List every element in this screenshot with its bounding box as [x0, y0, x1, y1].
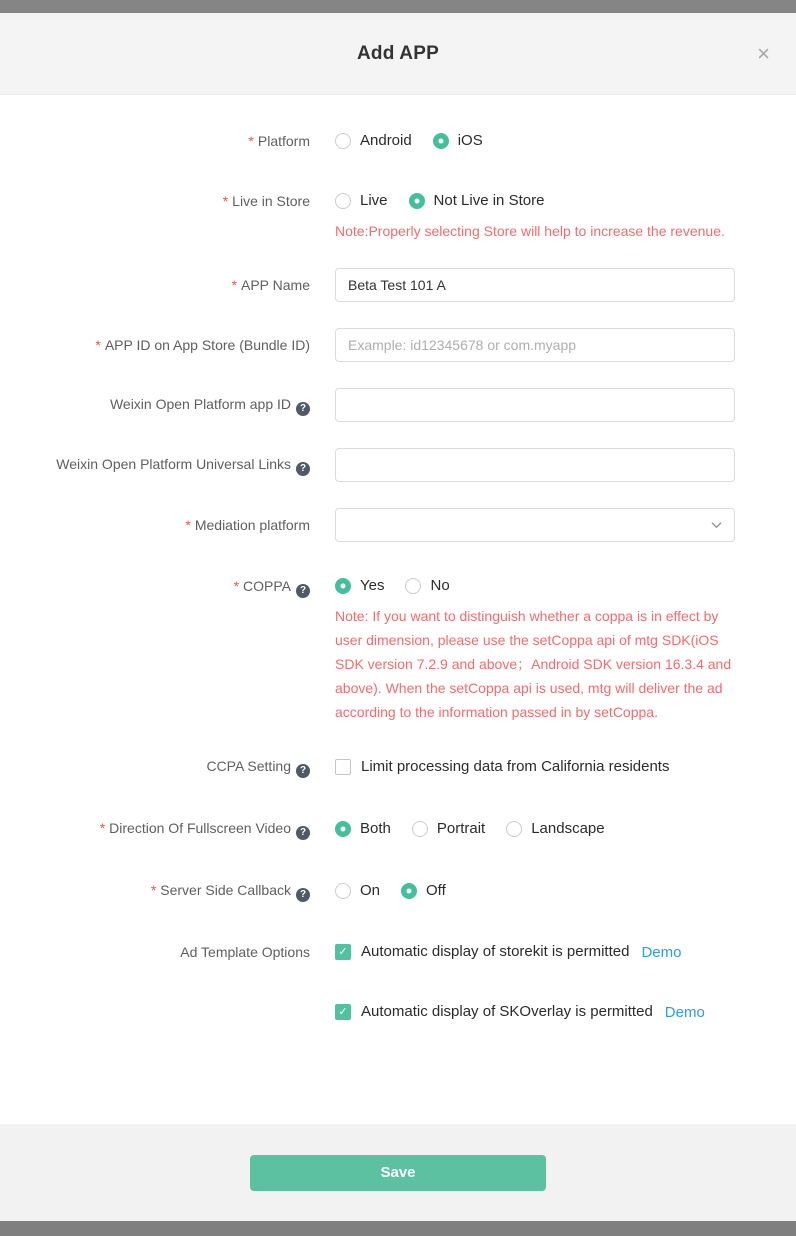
add-app-modal — [0, 13, 796, 1221]
server-side-callback-label: * Server Side Callback ? — [0, 880, 310, 902]
required-marker: * — [231, 277, 237, 293]
storekit-checkbox[interactable]: ✓ — [335, 944, 351, 960]
row-live-in-store — [0, 191, 796, 243]
skoverlay-checkbox-label: Automatic display of SKOverlay is permitted — [361, 1003, 653, 1020]
help-icon[interactable]: ? — [296, 888, 310, 902]
radio-direction-both[interactable]: Both — [335, 819, 391, 839]
radio-callback-on[interactable]: On — [335, 881, 380, 901]
window-bottom-bar — [0, 1221, 796, 1236]
row-ccpa — [0, 756, 796, 778]
required-marker: * — [99, 820, 106, 836]
coppa-note-text: Note: If you want to distinguish whether a coppa is in effect by user dimension, please use the setCoppa api of mtg SDK(iOS SDK version 7.2.9 and above；Android SDK version 16.3.4 and above). When the setCoppa api is used, mtg will deliver the ad according to the information passed in by setCoppa. — [335, 608, 732, 720]
storekit-checkbox-label: Automatic display of storekit is permitted — [361, 943, 630, 960]
radio-live[interactable]: Live — [335, 191, 388, 211]
radio-checked-icon — [433, 133, 449, 149]
required-marker: * — [150, 882, 157, 898]
required-marker: * — [95, 337, 101, 353]
help-icon[interactable]: ? — [296, 826, 310, 840]
radio-checked-icon — [335, 578, 351, 594]
ccpa-label: CCPA Setting ? — [0, 756, 310, 778]
radio-not-live[interactable]: Not Live in Store — [409, 191, 545, 211]
live-in-store-label: * Live in Store — [222, 193, 310, 209]
row-ad-template-skoverlay — [0, 1002, 796, 1022]
close-icon[interactable]: × — [757, 40, 770, 66]
radio-icon — [405, 578, 421, 594]
ccpa-checkbox[interactable] — [335, 759, 351, 775]
row-app-id — [0, 328, 796, 362]
modal-footer — [0, 1124, 796, 1221]
row-mediation-platform — [0, 508, 796, 542]
row-coppa — [0, 576, 796, 724]
help-icon[interactable]: ? — [296, 584, 310, 598]
modal-header — [0, 13, 796, 95]
window-top-bar — [0, 0, 796, 13]
required-marker: * — [185, 517, 191, 533]
app-name-label: * APP Name — [231, 277, 310, 293]
save-button[interactable]: Save — [250, 1155, 546, 1191]
radio-coppa-yes[interactable]: Yes — [335, 576, 384, 596]
add-app-form — [0, 95, 796, 1124]
help-icon[interactable]: ? — [296, 764, 310, 778]
row-ad-template-storekit — [0, 942, 796, 962]
weixin-universal-links-input[interactable] — [335, 448, 735, 482]
weixin-app-id-label: Weixin Open Platform app ID ? — [0, 394, 310, 416]
required-marker: * — [222, 193, 229, 209]
radio-coppa-no[interactable]: No — [405, 576, 449, 596]
mediation-platform-label: * Mediation platform — [185, 517, 310, 533]
row-direction-fullscreen-video — [0, 818, 796, 840]
row-weixin-universal-links — [0, 448, 796, 482]
help-icon[interactable]: ? — [296, 462, 310, 476]
row-weixin-app-id — [0, 388, 796, 422]
weixin-universal-links-label: Weixin Open Platform Universal Links ? — [0, 454, 310, 476]
radio-direction-landscape[interactable]: Landscape — [506, 819, 604, 839]
radio-icon — [412, 821, 428, 837]
app-name-input[interactable] — [335, 268, 735, 302]
row-server-side-callback — [0, 880, 796, 902]
radio-icon — [335, 883, 351, 899]
radio-checked-icon — [409, 193, 425, 209]
radio-ios[interactable]: iOS — [433, 131, 483, 151]
row-app-name — [0, 268, 796, 302]
chevron-down-icon — [710, 519, 723, 532]
platform-label: * Platform — [248, 133, 310, 149]
direction-label: * Direction Of Fullscreen Video ? — [0, 818, 310, 840]
radio-checked-icon — [335, 821, 351, 837]
mediation-platform-select[interactable] — [335, 508, 735, 542]
app-id-label: * APP ID on App Store (Bundle ID) — [95, 337, 310, 353]
ad-template-options-label: Ad Template Options — [180, 944, 310, 960]
radio-android[interactable]: Android — [335, 131, 412, 151]
radio-icon — [335, 133, 351, 149]
coppa-label: * COPPA ? — [0, 576, 310, 598]
row-platform — [0, 131, 796, 151]
radio-icon — [506, 821, 522, 837]
weixin-app-id-input[interactable] — [335, 388, 735, 422]
store-note-text: Note:Properly selecting Store will help to increase the revenue. — [335, 223, 725, 239]
required-marker: * — [248, 133, 254, 149]
required-marker: * — [233, 578, 240, 594]
radio-icon — [335, 193, 351, 209]
page-title: Add APP — [357, 42, 439, 64]
app-id-input[interactable] — [335, 328, 735, 362]
help-icon[interactable]: ? — [296, 402, 310, 416]
ccpa-checkbox-label: Limit processing data from California residents — [361, 758, 670, 775]
skoverlay-demo-link[interactable]: Demo — [664, 1003, 705, 1021]
storekit-demo-link[interactable]: Demo — [641, 943, 682, 961]
radio-checked-icon — [401, 883, 417, 899]
radio-direction-portrait[interactable]: Portrait — [412, 819, 485, 839]
skoverlay-checkbox[interactable]: ✓ — [335, 1004, 351, 1020]
radio-callback-off[interactable]: Off — [401, 881, 446, 901]
